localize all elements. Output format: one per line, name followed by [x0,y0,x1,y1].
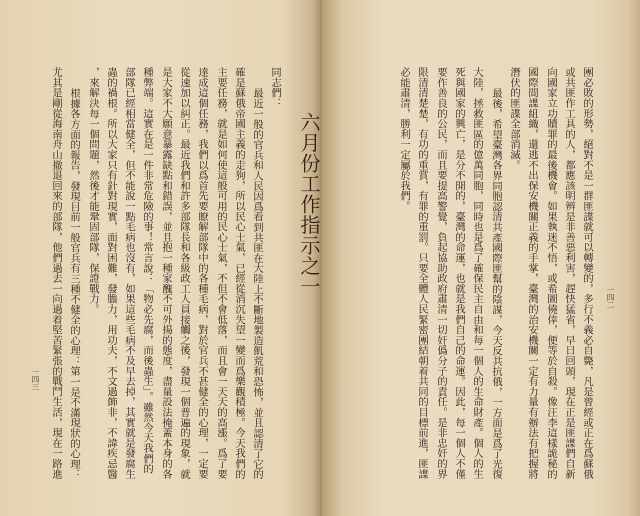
text-column: 團必敗的形勢，絕對不是一群匪諜就可以轉變的，多行不義必自斃，凡是曾經或正在爲蘇俄 [581,67,593,479]
text-column: 大陸，拯救匪區的億萬同胞，同時也是爲了確保民主自由和每一個人的生命財產。個人的生 [471,67,483,479]
text-column: 必能肅清，勝利一定屬於我們。 [398,67,410,212]
text-column: 確是蘇俄帝國主義的走狗，所以民心士氣，已經從消沉失望一變而爲樂觀積極。今天我們的 [233,67,245,479]
text-column: 死與國家的興亡，是分不開的，臺灣的命運，也就是我們自己的命運。因此，每一個人不僅 [453,67,465,479]
page-number: 一四三 [31,368,40,391]
text-column: 是大家不大願意暴露缺點和錯誤，並且抱一種家醜不可外揚的態度，盡量設法掩蓋本身的各 [160,67,172,479]
text-column: 根據各方面的報告，發現目前一般官兵有三種不健全的心理：第一是不滿現狀的心理： [68,88,80,480]
text-column: 最後，希望臺灣各界同胞認清共產國際匪幫的陰謀，今天反共抗俄，一方面是爲了光復 [490,88,502,480]
text-column: 限清清楚楚，有功的重賞，有罪的重罰。只要全體人民緊密團結朝着共同的目標前進，匪諜 [416,67,428,479]
text-column: 向國家立功贖罪的最後機會。如果執迷不悟，或希圖僥倖，便等於自殺。像汪李這樣詭秘的 [545,67,557,479]
text-column: 蟲的禍根。所以大家只有針對現實，面對困難，發膽力，用功夫，不文過飾非，不諱疾忌醫 [105,67,117,479]
document-title: 六月份工作指示之一 [297,112,321,297]
page-number: 一四二 [606,286,615,309]
text-column: 尤其是剛從海南舟山撤退回來的部隊，他們過去一向過着堅苦緊張的戰鬥生活，現在一路進 [50,67,62,479]
text-column: 達成這個任務，我們以爲首先要瞭解部隊中的各種毛病，對於官兵不甚健全的心理，一定要 [196,67,208,479]
text-column: 種弊端。這實在是一件非常危險的事！常言說：「物必先腐，而後蟲生」。雖然今天我們的 [141,67,153,474]
text-column: ，來解決每一個問題，然後才能鞏固部隊，保證戰力。 [87,67,99,315]
greeting: 同志們： [269,67,281,109]
text-column: 部隊已經相當健全，但不能說一點毛病也沒有，如果這些毛病不及早去掉，其實就是發腐生 [123,67,135,479]
text-column: 或共匪作工具的人，都應該明辨是非善惡利害，趕快猛省，早日回頭，現在正是匪諜們自新 [563,67,575,479]
text-column: 潛伏的匪諜全部消滅。 [508,67,520,170]
text-column: 主要任務，就是如何使這般可用的民心士氣，不但不會低落，而且會一天天的高漲。爲了要 [215,67,227,479]
text-column: 國際間諜組織，還逃不出保安機關正義的手掌，臺灣的治安機關一定有力量有辦法有把握將 [526,67,538,479]
text-column: 從速加以糾正。最近我們和許多部隊長和各級政工人員接觸之後，發現一個普遍的現象，就 [178,67,190,479]
text-column: 最近一般的官兵和人民因爲看到共匪在大陸上不斷地製造飢荒和恐怖，並且認清了它的 [251,88,263,480]
text-column: 要作善良的公民，而且要提高警覺，負起協助政府肅清一切奸僞分子的責任。是非忠奸的界 [435,67,447,479]
right-page [322,0,640,516]
